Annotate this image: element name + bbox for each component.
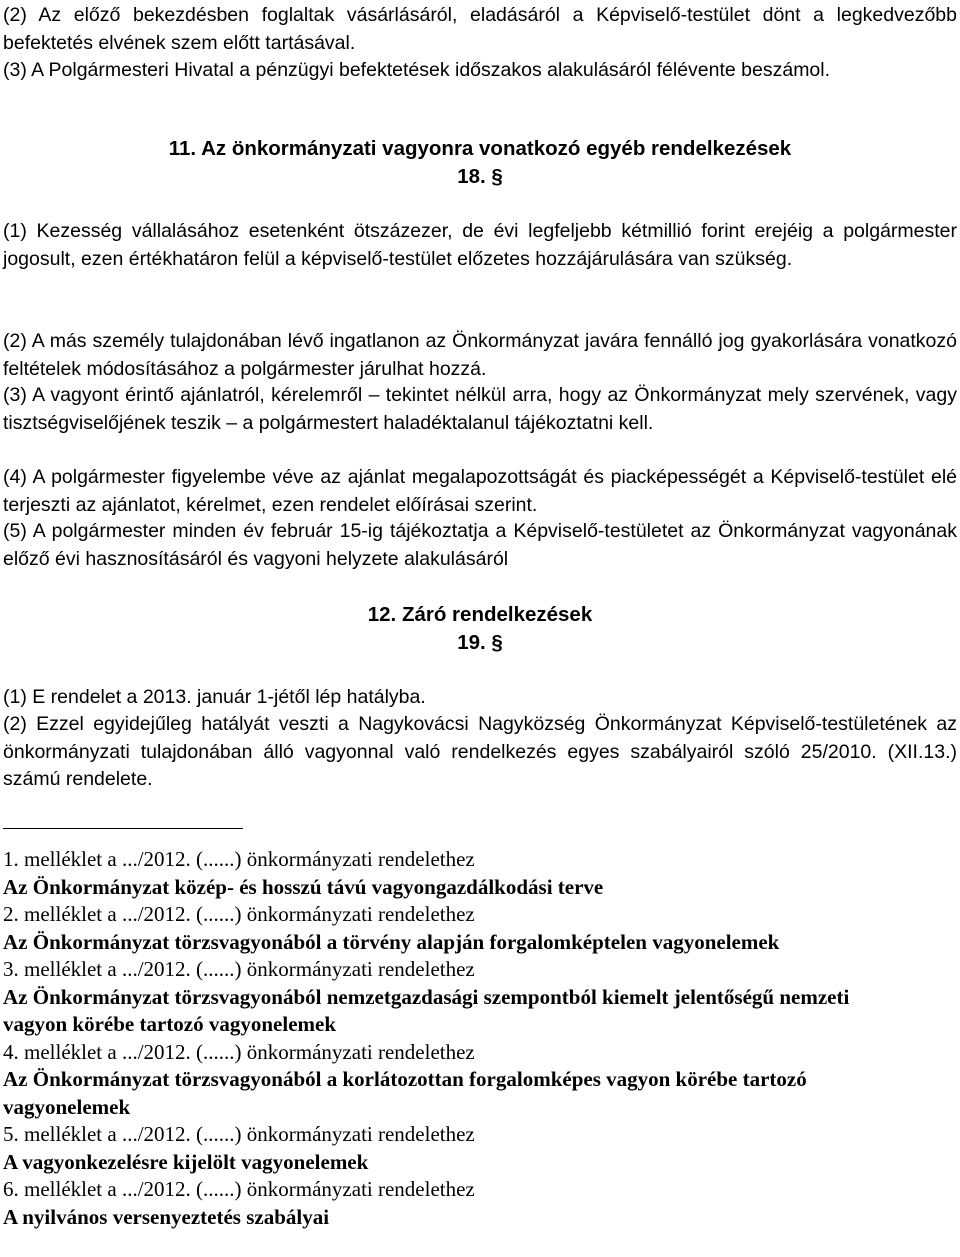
annex-ref-4: 4. melléklet a .../2012. (......) önkormányzati rendelethez (3, 1039, 475, 1064)
annex-title-4: Az Önkormányzat törzsvagyonából a korlátozottan forgalomképes vagyon körébe tartozó vagyonelemek (3, 1067, 807, 1119)
annex-ref-3: 3. melléklet a .../2012. (......) önkormányzati rendelethez (3, 957, 475, 981)
section11-paragraph-3: (3) A vagyont érintő ajánlatról, kérelemről – tekintet nélkül arra, hogy az Önkormányzat mely szervének, vagy tisztségviselőjének teszik – a polgármestert haladéktalanul tájékoztatni kell. (3, 384, 957, 434)
annex-ref-1: 1. melléklet a .../2012. (......) önkormányzati rendelethez (3, 847, 475, 871)
annex-ref-5: 5. melléklet a .../2012. (......) önkormányzati rendelethez (3, 1122, 475, 1146)
section11-paragraph-2: (2) A más személy tulajdonában lévő ingatlanon az Önkormányzat javára fennálló jog gyakorlására vonatkozó feltételek módosításához a polgármester járulhat hozzá. (3, 330, 957, 380)
section12-title: 12. Záró rendelkezések (367, 603, 593, 626)
annex-title-5: A vagyonkezelésre kijelölt vagyonelemek (3, 1149, 369, 1174)
section12-paragraph-1: (1) E rendelet a 2013. január 1-jétől lép hatályba. (3, 686, 426, 708)
section11-paragraph-4: (4) A polgármester figyelembe véve az ajánlat megalapozottságát és piacképességét a Képviselő-testület elé terjeszti az ajánlatot, kérelmet, ezen rendelet előírásai szerint. (3, 466, 957, 516)
section11-paragraph-1: (1) Kezesség vállalásához esetenként ötszázezer, de évi legfeljebb kétmillió forint erejéig a polgármester jogosult, ezen értékhatáron felül a képviselő-testület előzetes hozzájárulására van szükség. (3, 220, 957, 270)
section10-paragraph-2: (2) Az előző bekezdésben foglaltak vásárlásáról, eladásáról a Képviselő-testület dönt a legkedvezőbb befektetés elvének szem előtt tartásával. (3, 4, 957, 54)
annex-title-1: Az Önkormányzat közép- és hosszú távú vagyongazdálkodási terve (3, 874, 604, 899)
annex-title-2: Az Önkormányzat törzsvagyonából a törvény alapján forgalomképtelen vagyonelemek (3, 929, 780, 954)
annex-list (3, 846, 957, 1231)
section11-title: 11. Az önkormányzati vagyonra vonatkozó egyéb rendelkezések (168, 137, 792, 160)
section11-paragraph-5: (5) A polgármester minden év február 15-ig tájékoztatja a Képviselő-testületet az Önkormányzat vagyonának előző évi hasznosításáról és vagyoni helyzete alakulásáról (3, 520, 957, 570)
annex-title-3: Az Önkormányzat törzsvagyonából nemzetgazdasági szempontból kiemelt jelentőségű nemzeti vagyon körébe tartozó vagyonelemek (3, 984, 850, 1036)
annex-ref-2: 2. melléklet a .../2012. (......) önkormányzati rendelethez (3, 902, 475, 926)
section12-paragraph-2: (2) Ezzel egyidejűleg hatályát veszti a Nagykovácsi Nagyközség Önkormányzat Képviselő-testületének az önkormányzati tulajdonában álló vagyonnal való rendelkezés egyes szabályairól szóló 25/2010. (XII.13.) számú rendelete. (3, 713, 957, 790)
section11-paragraph-number: 18. § (457, 165, 503, 188)
annex-ref-6: 6. melléklet a .../2012. (......) önkormányzati rendelethez (3, 1177, 475, 1201)
section10-paragraph-3: (3) A Polgármesteri Hivatal a pénzügyi befektetések időszakos alakulásáról félévente beszámol. (3, 59, 831, 81)
section12-paragraph-number: 19. § (457, 631, 503, 654)
annex-title-6: A nyilvános versenyeztetés szabályai (3, 1204, 330, 1229)
footnote-separator (3, 828, 243, 829)
